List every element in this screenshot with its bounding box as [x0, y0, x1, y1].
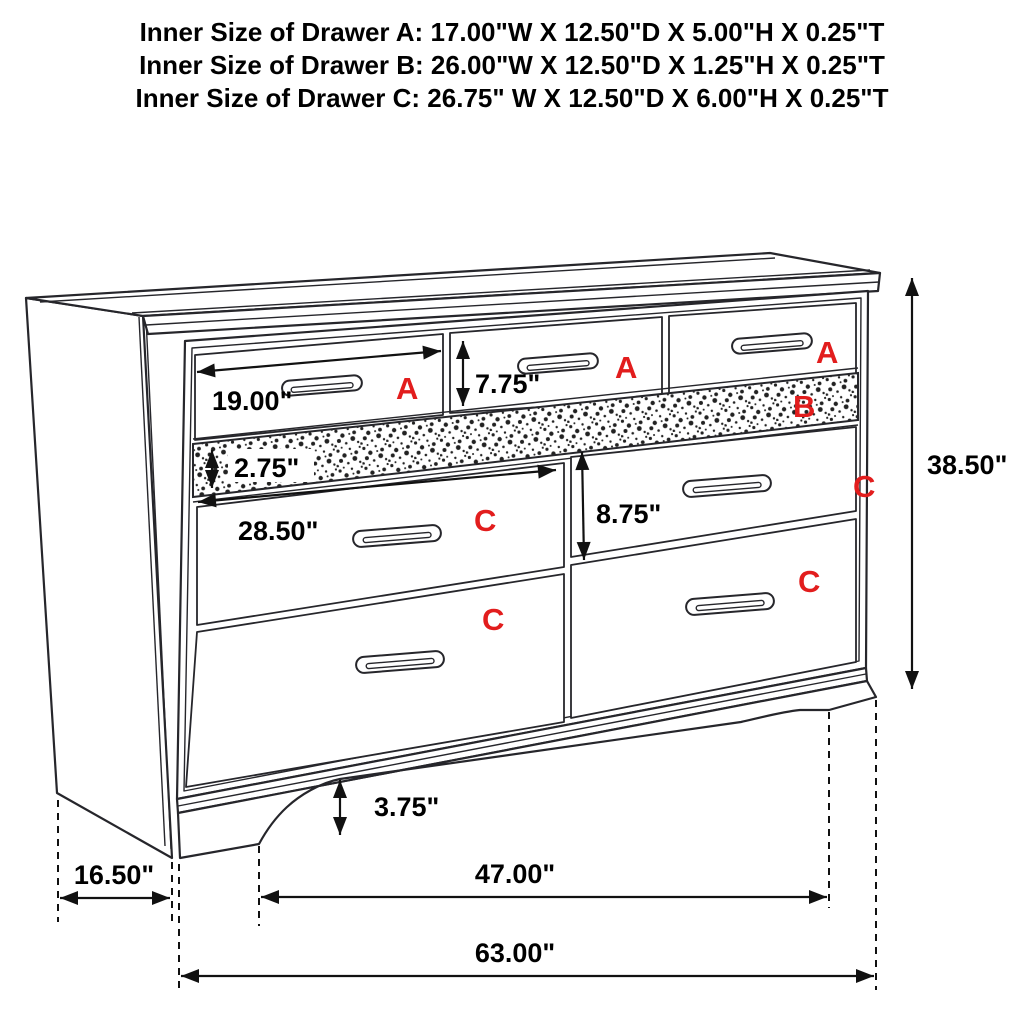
header-line-drawer-c: Inner Size of Drawer C: 26.75" W X 12.50"D X 6.00"H X 0.25"T: [135, 83, 889, 113]
dim-label-overall-width: 63.00": [474, 938, 556, 968]
label-drawer-a2: A: [615, 350, 638, 385]
dim-label-strip-height: 2.75": [234, 453, 300, 483]
dim-label-drawer-c-height: 8.75": [596, 499, 662, 529]
side-panel-left: [26, 298, 172, 858]
dim-label-drawer-a-width: 19.00": [212, 386, 293, 416]
dim-label-side-depth: 16.50": [73, 860, 155, 890]
dim-label-feet-span: 47.00": [474, 859, 556, 889]
dim-label-overall-height: 38.50": [927, 450, 1008, 480]
label-drawer-c-bottom-left: C: [482, 602, 505, 637]
dim-label-base-height: 3.75": [374, 792, 440, 822]
header-line-drawer-a: Inner Size of Drawer A: 17.00"W X 12.50"D X 5.00"H X 0.25"T: [139, 17, 885, 47]
label-drawer-c-upper-right: C: [853, 469, 876, 504]
label-drawer-b: B: [793, 389, 816, 424]
dresser-body: [26, 253, 880, 858]
header-line-drawer-b: Inner Size of Drawer B: 26.00"W X 12.50"D X 1.25"H X 0.25"T: [139, 50, 885, 80]
label-drawer-c-mid-left: C: [474, 503, 497, 538]
label-drawer-a3: A: [816, 335, 839, 370]
label-drawer-a1: A: [396, 371, 419, 406]
label-drawer-c-bottom-right: C: [798, 564, 821, 599]
dim-label-drawer-c-width: 28.50": [238, 516, 319, 546]
dim-label-drawer-a-height: 7.75": [475, 369, 541, 399]
